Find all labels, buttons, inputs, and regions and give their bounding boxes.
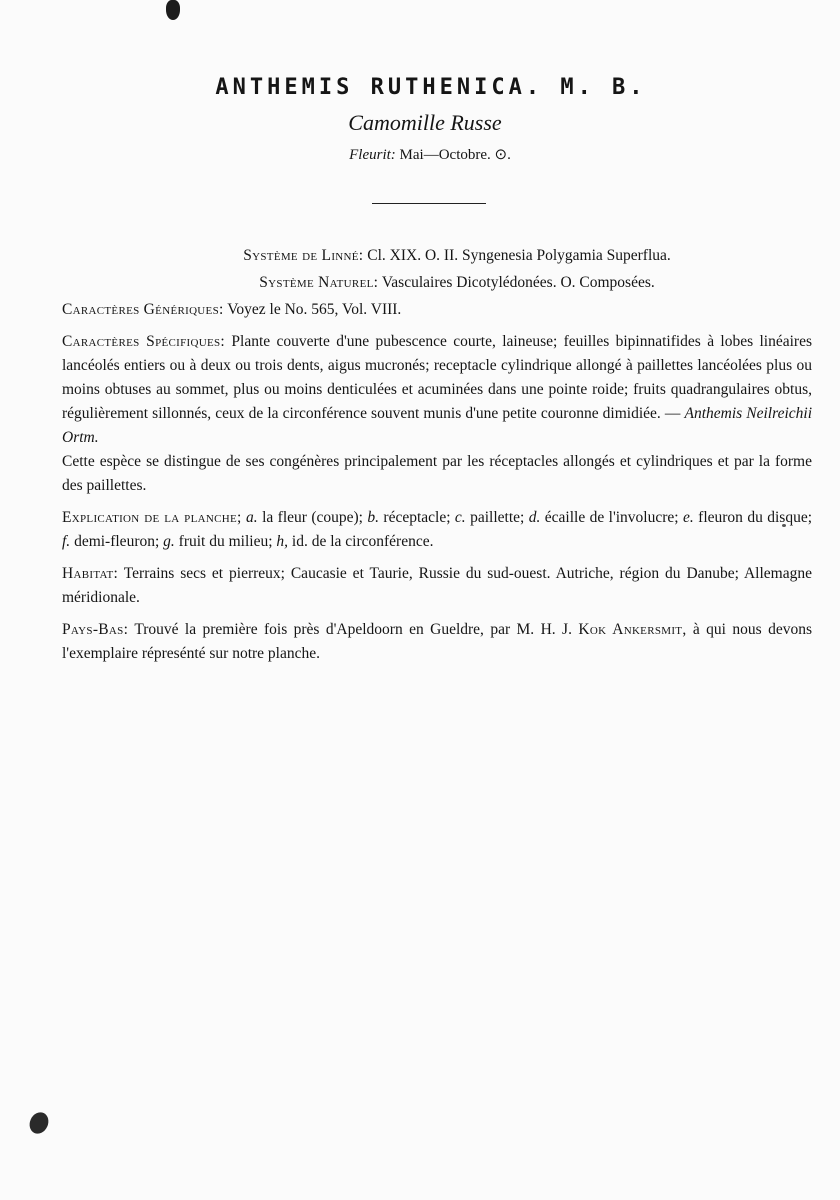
- plate-item-f: demi-fleuron;: [74, 533, 160, 550]
- title-divider: [372, 203, 486, 204]
- habitat-paragraph: [62, 562, 812, 610]
- specifiques-label: Caractères Spécifiques:: [62, 333, 226, 350]
- note-text: Cette espèce se distingue de ses congénères principalement par les réceptacles allongés et cylindriques et par la forme des paillettes.: [62, 453, 812, 494]
- ink-speck-top: [166, 0, 180, 20]
- generiques-text: Voyez le No. 565, Vol. VIII.: [227, 301, 402, 318]
- natural-system-line: [102, 271, 812, 295]
- linne-system-line: [102, 244, 812, 268]
- linne-text: Cl. XIX. O. II. Syngenesia Polygamia Superflua.: [367, 247, 671, 264]
- habitat-label: Habitat:: [62, 565, 119, 582]
- pays-bas-text-after: à qui nous devons l'exemplaire répresénté sur notre planche.: [62, 621, 812, 662]
- plate-item-h: id. de la circonférence.: [291, 533, 434, 550]
- specific-characters: [62, 330, 812, 450]
- plate-item-e: fleuron du disque;: [698, 509, 813, 526]
- plate-item-b: réceptacle;: [383, 509, 451, 526]
- linne-label: Système de Linné:: [243, 247, 364, 264]
- description-body: [62, 244, 812, 666]
- plate-key-h: h,: [276, 533, 289, 550]
- plate-item-d: écaille de l'involucre;: [544, 509, 679, 526]
- explication-label: Explication de la planche;: [62, 509, 242, 526]
- habitat-text: Terrains secs et pierreux; Caucasie et Taurie, Russie du sud-ouest. Autriche, région du Danube; Allemagne méridionale.: [62, 565, 812, 606]
- naturel-label: Système Naturel:: [259, 274, 379, 291]
- plate-item-a: la fleur (coupe);: [262, 509, 363, 526]
- generic-characters: [62, 298, 812, 322]
- plate-key-a: a.: [246, 509, 258, 526]
- pays-bas-text: Trouvé la première fois près d'Apeldoorn en Gueldre, par M. H. J.: [134, 621, 572, 638]
- collector-name: Kok Ankersmit,: [578, 621, 687, 638]
- plate-key-g: g.: [163, 533, 175, 550]
- plate-explanation: [62, 506, 812, 554]
- species-title: ANTHEMIS RUTHENICA. M. B.: [215, 75, 647, 100]
- bloom-label: Fleurit:: [349, 147, 396, 163]
- pays-bas-label: Pays-Bas:: [62, 621, 129, 638]
- bloom-value: Mai—Octobre. ⊙.: [399, 147, 511, 163]
- ink-speck-bottom: [26, 1109, 52, 1137]
- plate-item-g: fruit du milieu;: [178, 533, 273, 550]
- plate-key-f: f.: [62, 533, 71, 550]
- plate-key-e: e.: [683, 509, 694, 526]
- common-name: Camomille Russe: [348, 110, 502, 135]
- naturel-text: Vasculaires Dicotylédonées. O. Composées.: [381, 274, 655, 291]
- netherlands-paragraph: [62, 618, 812, 666]
- bloom-period: [20, 144, 840, 166]
- plate-key-d: d.: [528, 509, 541, 526]
- generiques-label: Caractères Génériques:: [62, 301, 224, 318]
- page-header: [0, 70, 840, 166]
- plate-key-c: c.: [454, 509, 466, 526]
- synonym-name: Anthemis Neilreichii Ortm.: [62, 405, 813, 446]
- specifiques-text: Plante couverte d'une pubescence courte, laineuse; feuilles bipinnatifides à lobes linéaires lancéolés entiers ou à deux ou trois dents, aigus mucronés; receptacle cylindrique allongé à paillettes lancéolées plus ou moins obtuses au sommet, plus ou moins denticulées et acuminées dans une pointe roide; fruits quadrangulaires obtus, régulièrement sillonnés, ceux de la circonférence souvent munis d'une petite couronne dimidiée. —: [62, 333, 812, 422]
- plate-item-c: paillette;: [470, 509, 525, 526]
- distinction-note: [62, 450, 812, 498]
- plate-key-b: b.: [367, 509, 379, 526]
